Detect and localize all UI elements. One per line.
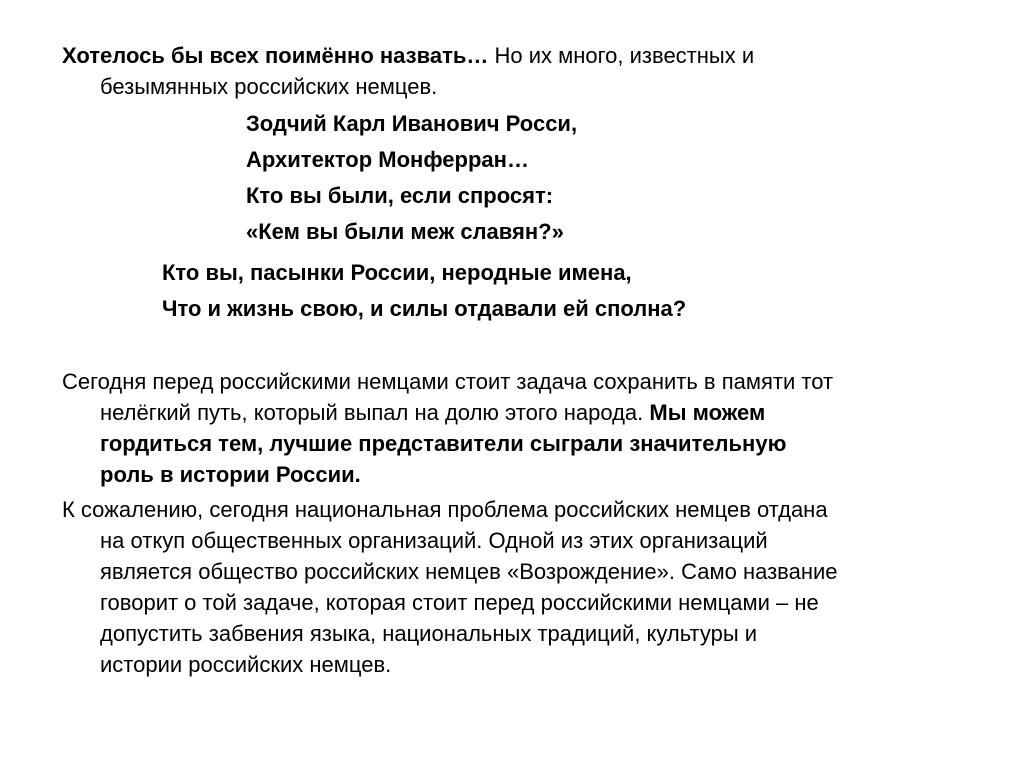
paragraph-line: истории российских немцев. <box>100 652 392 677</box>
paragraph-text: нелёгкий путь, который выпал на долю этого народа. <box>100 400 650 425</box>
intro-rest-text: Но их много, известных и <box>488 43 755 68</box>
poem-line: Что и жизнь свою, и силы отдавали ей сполна? <box>162 296 687 321</box>
paragraph-line: говорит о той задаче, которая стоит перед российскими немцами – не <box>100 590 819 615</box>
paragraph-line: Сегодня перед российскими немцами стоит задача сохранить в памяти тот <box>62 369 834 394</box>
intro-bold-text: Хотелось бы всех поимённо назвать… <box>62 43 489 68</box>
poem-line: Зодчий Карл Иванович Росси, <box>246 111 578 136</box>
paragraph-line: на откуп общественных организаций. Одной из этих организаций <box>100 528 768 553</box>
paragraph-bold-text: Мы можем <box>649 400 766 425</box>
poem-stanza-1 <box>246 106 577 250</box>
intro-line-2: безымянных российских немцев. <box>100 74 438 99</box>
paragraph-heritage <box>62 366 982 490</box>
paragraph-line <box>62 397 982 428</box>
intro-line-1 <box>62 40 982 71</box>
paragraph-problem <box>62 494 982 680</box>
poem-line: «Кем вы были меж славян?» <box>246 219 564 244</box>
paragraph-line: гордиться тем, лучшие представители сыграли значительную <box>100 431 787 456</box>
paragraph-line: К сожалению, сегодня национальная проблема российских немцев отдана <box>62 497 828 522</box>
paragraph-line: является общество российских немцев «Возрождение». Само название <box>100 559 838 584</box>
poem-stanza-2 <box>162 255 686 327</box>
poem-line: Кто вы, пасынки России, неродные имена, <box>162 260 632 285</box>
paragraph-line: роль в истории России. <box>100 462 361 487</box>
intro-paragraph <box>62 40 982 102</box>
paragraph-line: допустить забвения языка, национальных традиций, культуры и <box>100 621 758 646</box>
poem-line: Архитектор Монферран… <box>246 147 529 172</box>
poem-line: Кто вы были, если спросят: <box>246 183 554 208</box>
